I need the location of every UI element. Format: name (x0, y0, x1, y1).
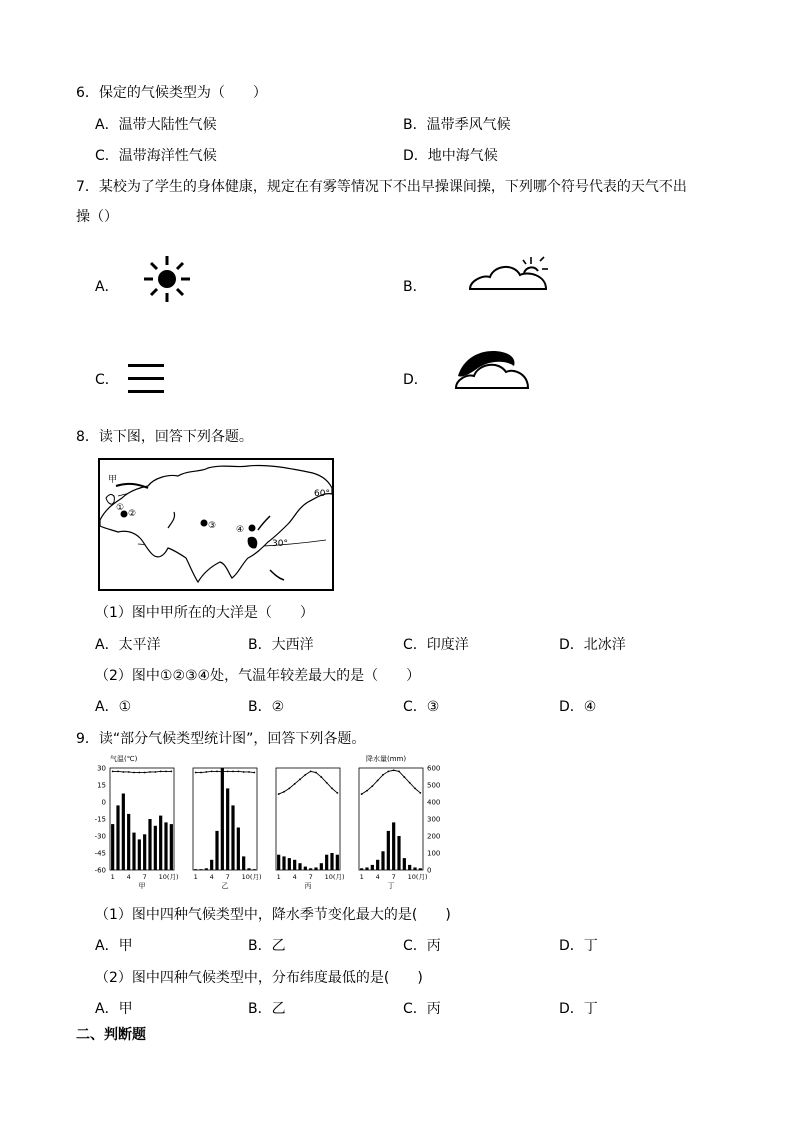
q9-sub2-stem: （2）图中四种气候类型中，分布纬度最低的是( ) (95, 970, 423, 986)
temperature-line (196, 771, 255, 772)
precip-bar (247, 868, 250, 870)
temperature-point (133, 772, 135, 774)
precip-bar (205, 868, 208, 870)
temperature-point (409, 782, 411, 784)
temperature-point (170, 771, 172, 773)
panel-frame (193, 768, 257, 870)
temperature-point (205, 771, 207, 773)
q6-option-c[interactable]: C．温带海洋性气候 (95, 148, 217, 164)
temperature-point (382, 774, 384, 776)
precip-bar (413, 867, 416, 870)
temperature-point (414, 788, 416, 790)
precip-bar (336, 855, 339, 870)
temperature-point (144, 772, 146, 774)
q8-sub2-option-b[interactable]: B．② (248, 699, 285, 715)
temperature-line (279, 771, 338, 794)
temperature-point (419, 792, 421, 794)
q6-option-d[interactable]: D．地中海气候 (403, 148, 498, 164)
q8-sub1-option-d[interactable]: D．北冰洋 (559, 637, 626, 653)
precip-bar (282, 856, 285, 870)
precip-bar (314, 867, 317, 870)
temperature-point (393, 769, 395, 771)
precip-bar (231, 805, 234, 870)
temperature-point (320, 776, 322, 778)
precip-bar (127, 814, 130, 870)
partly-cloudy-icon (468, 255, 550, 293)
sun-icon (142, 254, 192, 304)
y-right-tick: 300 (427, 815, 441, 824)
temperature-point (253, 772, 255, 774)
q9-sub2-option-d[interactable]: D．丁 (559, 1001, 598, 1017)
x-tick: 4 (292, 873, 297, 881)
precip-bar (226, 788, 229, 870)
temperature-point (366, 790, 368, 792)
precip-bar (320, 863, 323, 870)
temperature-point (304, 774, 306, 776)
temperature-point (112, 771, 114, 773)
precip-bar (199, 869, 202, 870)
precip-bar (253, 869, 256, 870)
q9-sub2-option-b[interactable]: B．乙 (248, 1001, 286, 1017)
x-tick: 1 (359, 873, 364, 881)
temperature-point (310, 771, 312, 773)
q9-stem: 9．读“部分气候类型统计图”，回答下列各题。 (76, 731, 366, 747)
precip-bar (138, 839, 141, 870)
precip-bar (210, 860, 213, 870)
temperature-point (195, 772, 197, 774)
precip-bar (304, 867, 307, 870)
x-tick: 7 (308, 873, 313, 881)
temperature-point (149, 771, 151, 773)
precip-bar (277, 855, 280, 870)
temperature-point (403, 776, 405, 778)
y-left-tick: 15 (97, 781, 106, 790)
temperature-point (361, 793, 363, 795)
temperature-point (315, 772, 317, 774)
precip-bar (132, 833, 135, 870)
precip-bar (122, 794, 125, 871)
temperature-point (165, 771, 167, 773)
climate-chart (88, 752, 448, 894)
y-right-tick: 500 (427, 781, 441, 790)
eurasia-map (98, 458, 334, 591)
y-left-axis-label: 气温(℃) (110, 755, 138, 763)
temperature-point (288, 788, 290, 790)
q9-sub1-option-a[interactable]: A．甲 (95, 938, 133, 954)
panel-name: 丁 (387, 882, 395, 890)
temperature-point (336, 792, 338, 794)
x-tick: 7 (142, 873, 147, 881)
precip-bar (387, 831, 390, 870)
map-point-1: ① (116, 503, 125, 513)
temperature-point (221, 771, 223, 773)
temperature-point (377, 780, 379, 782)
temperature-point (299, 778, 301, 780)
precip-bar (365, 867, 368, 870)
precip-bar (325, 855, 328, 870)
x-tick: 1 (276, 873, 281, 881)
q8-sub2-option-a[interactable]: A．① (95, 699, 132, 715)
temperature-point (117, 771, 119, 773)
temperature-point (200, 772, 202, 774)
q8-sub1-option-c[interactable]: C．印度洋 (403, 637, 469, 653)
y-left-tick: -15 (94, 815, 106, 824)
precip-bar (116, 805, 119, 870)
precip-bar (419, 868, 422, 870)
q7-stem-line1: 7．某校为了学生的身体健康，规定在有雾等情况下不出早操课间操，下列哪个符号代表的天气不出 (76, 179, 687, 195)
y-right-tick: 100 (427, 849, 441, 858)
temperature-point (154, 771, 156, 773)
temperature-point (138, 772, 140, 774)
q7-option-d-label[interactable]: D． (403, 372, 428, 388)
x-tick: 7 (391, 873, 396, 881)
precip-bar (408, 865, 411, 870)
temperature-point (211, 771, 213, 773)
map-label-jia: 甲 (108, 475, 118, 485)
precip-bar (288, 858, 291, 870)
precip-bar (371, 865, 374, 870)
precip-bar (293, 860, 296, 870)
x-tick: 4 (209, 873, 214, 881)
temperature-point (294, 783, 296, 785)
x-tick: 10(月) (158, 873, 179, 881)
q8-sub2-option-c[interactable]: C．③ (403, 699, 440, 715)
q6-stem: 6．保定的气候类型为（ ） (76, 85, 267, 101)
q8-sub2-stem: （2）图中①②③④处，气温年较差最大的是（ ） (95, 668, 421, 684)
q7-option-a-label[interactable]: A． (95, 279, 119, 295)
q9-sub1-option-c[interactable]: C．丙 (403, 938, 441, 954)
q8-stem: 8．读下图，回答下列各题。 (76, 429, 253, 445)
q7-stem-line2: 操（） (76, 209, 118, 225)
precip-bar (309, 868, 312, 870)
x-tick: 10(月) (241, 873, 262, 881)
panel-name: 丙 (304, 882, 312, 890)
map-point-2: ② (128, 509, 137, 519)
temperature-point (232, 771, 234, 773)
temperature-point (227, 771, 229, 773)
precip-bar (148, 819, 151, 870)
temperature-point (331, 788, 333, 790)
y-right-tick: 0 (427, 866, 432, 875)
y-left-tick: -60 (94, 866, 106, 875)
q8-sub1-option-b[interactable]: B．大西洋 (248, 637, 314, 653)
precip-bar (403, 858, 406, 870)
y-left-tick: -30 (94, 832, 106, 841)
precip-bar (164, 822, 167, 870)
precip-bar (221, 768, 224, 870)
temperature-point (326, 782, 328, 784)
temperature-line (362, 770, 421, 794)
q9-sub2-option-c[interactable]: C．丙 (403, 1001, 441, 1017)
x-tick: 10(月) (324, 873, 345, 881)
x-tick: 7 (225, 873, 230, 881)
precip-bar (360, 868, 363, 870)
temperature-line (113, 771, 172, 772)
map-point-3: ③ (208, 521, 217, 531)
q9-sub2-option-a[interactable]: A．甲 (95, 1001, 133, 1017)
precip-bar (376, 860, 379, 870)
q9-sub1-option-b[interactable]: B．乙 (248, 938, 286, 954)
x-tick: 1 (110, 873, 115, 881)
precip-bar (392, 822, 395, 870)
fog-icon (128, 363, 164, 395)
temperature-point (371, 785, 373, 787)
temperature-point (243, 771, 245, 773)
temperature-point (398, 771, 400, 773)
y-right-tick: 400 (427, 798, 441, 807)
y-left-tick: 0 (101, 798, 106, 807)
section-title: 二、判断题 (76, 1027, 146, 1043)
q8-sub1-stem: （1）图中甲所在的大洋是（ ） (95, 605, 314, 621)
q6-option-a[interactable]: A．温带大陆性气候 (95, 117, 217, 133)
temperature-point (278, 793, 280, 795)
temperature-point (216, 771, 218, 773)
precip-bar (143, 834, 146, 870)
q7-option-c-label[interactable]: C． (95, 372, 119, 388)
precip-bar (237, 828, 240, 871)
temperature-point (237, 771, 239, 773)
panel-name: 甲 (138, 882, 146, 890)
precip-bar (154, 826, 157, 870)
precip-bar (330, 853, 333, 870)
precip-bar (397, 836, 400, 870)
x-tick: 4 (375, 873, 380, 881)
precip-bar (215, 831, 218, 870)
y-left-tick: -45 (94, 849, 106, 858)
x-tick: 10(月) (407, 873, 428, 881)
x-tick: 4 (126, 873, 131, 881)
y-right-tick: 600 (427, 764, 441, 773)
y-right-tick: 200 (427, 832, 441, 841)
temperature-point (248, 771, 250, 773)
q8-sub2-option-d[interactable]: D．④ (559, 699, 597, 715)
y-right-axis-label: 降水量(mm) (366, 755, 407, 763)
precip-bar (242, 856, 245, 870)
panel-frame (359, 768, 423, 870)
q8-sub1-option-a[interactable]: A．太平洋 (95, 637, 161, 653)
map-label-60: 60° (314, 489, 330, 499)
precip-bar (194, 869, 197, 870)
q9-sub1-stem: （1）图中四种气候类型中，降水季节变化最大的是( ) (95, 907, 451, 923)
panel-name: 乙 (221, 882, 229, 890)
x-tick: 1 (193, 873, 198, 881)
sandstorm-icon (454, 346, 532, 392)
map-label-30: 30° (272, 539, 288, 549)
precip-bar (381, 851, 384, 870)
precip-bar (170, 824, 173, 870)
precip-bar (298, 863, 301, 870)
temperature-point (160, 771, 162, 773)
q6-option-b[interactable]: B．温带季风气候 (403, 117, 511, 133)
q7-option-b-label[interactable]: B． (403, 279, 427, 295)
temperature-point (283, 791, 285, 793)
precip-bar (111, 824, 114, 870)
temperature-point (128, 771, 130, 773)
q9-sub1-option-d[interactable]: D．丁 (559, 938, 598, 954)
temperature-point (122, 771, 124, 773)
temperature-point (387, 771, 389, 773)
precip-bar (159, 816, 162, 870)
map-point-4: ④ (236, 525, 245, 535)
y-left-tick: 30 (97, 764, 106, 773)
